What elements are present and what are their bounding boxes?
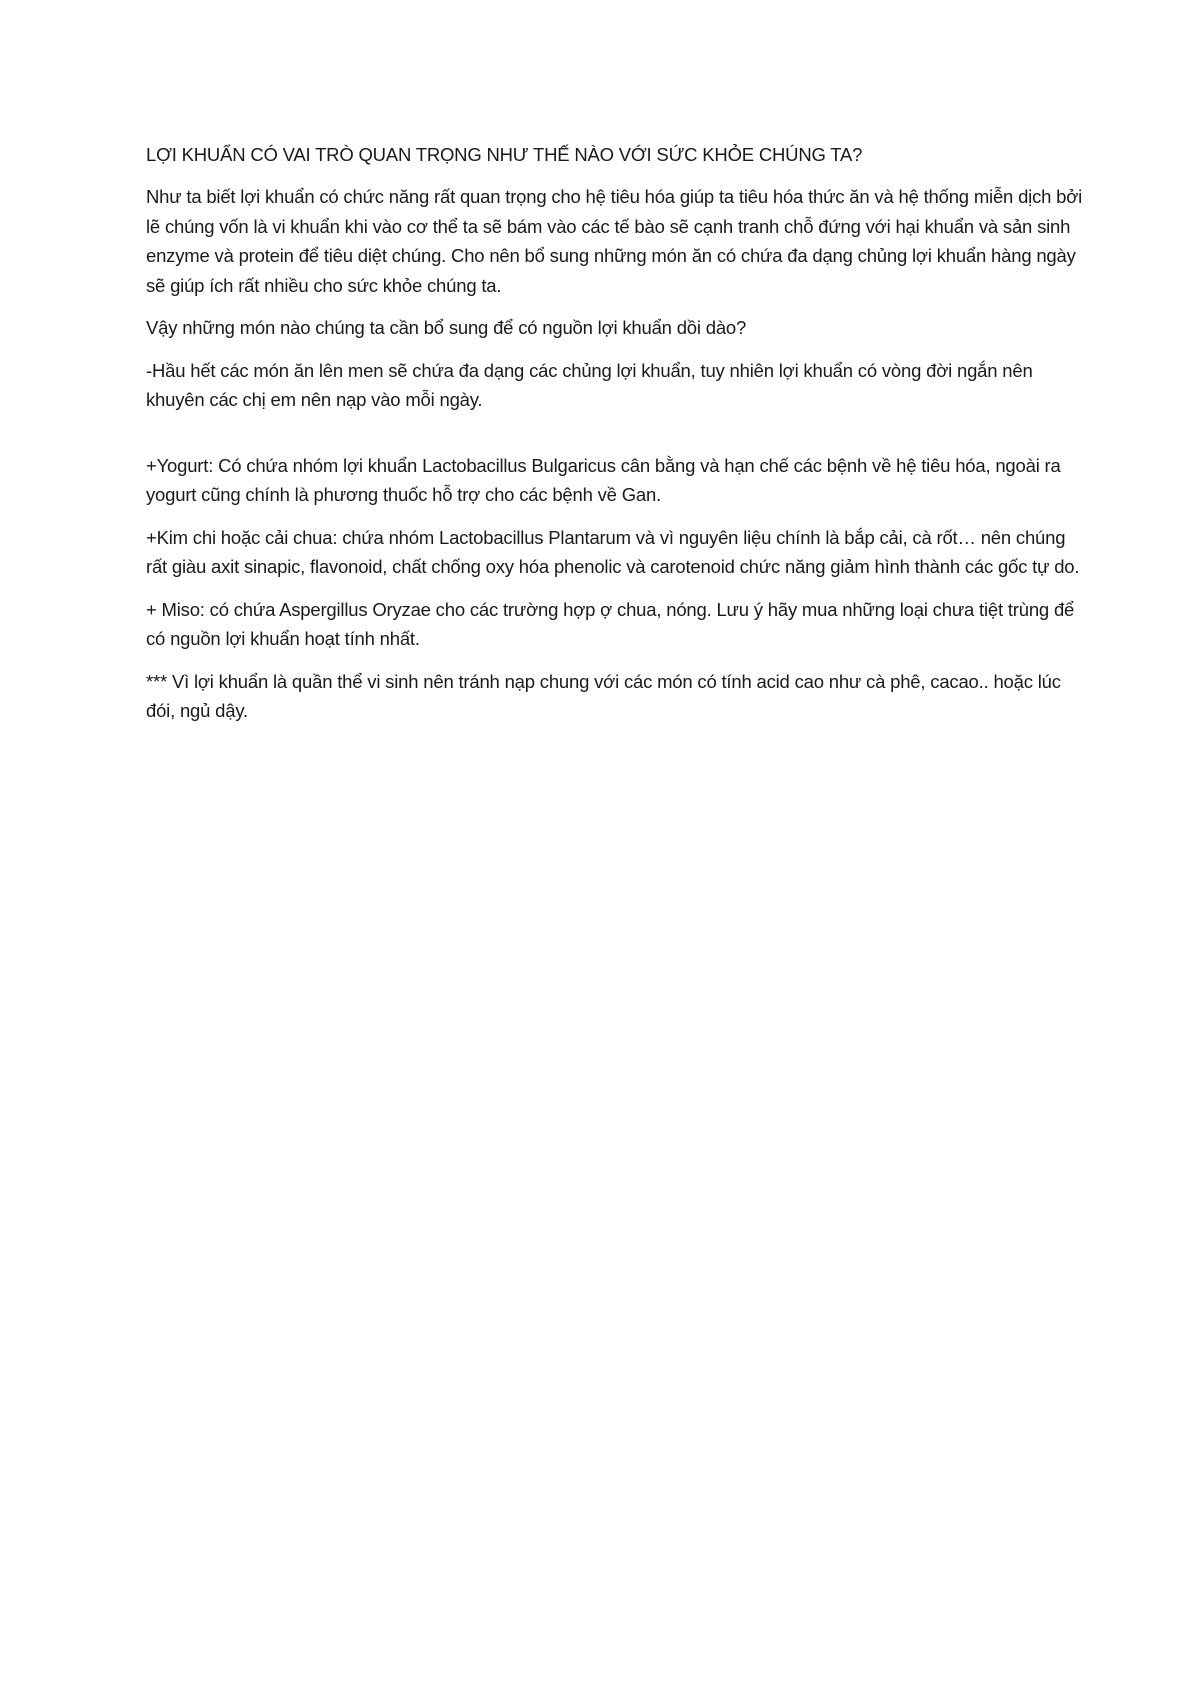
document-body <box>146 140 1086 739</box>
question-paragraph: Vậy những món nào chúng ta cần bổ sung để có nguồn lợi khuẩn dồi dào? <box>146 317 747 338</box>
document-title: LỢI KHUẨN CÓ VAI TRÒ QUAN TRỌNG NHƯ THẾ NÀO VỚI SỨC KHỎE CHÚNG TA? <box>146 144 863 165</box>
kimchi-paragraph: +Kim chi hoặc cải chua: chứa nhóm Lactobacillus Plantarum và vì nguyên liệu chính là bắp cải, cà rốt… nên chúng rất giàu axit sinapic, flavonoid, chất chống oxy hóa phenolic và carotenoid chức năng giảm hình thành các gốc tự do. <box>146 526 1080 577</box>
fermented-foods-paragraph: -Hầu hết các món ăn lên men sẽ chứa đa dạng các chủng lợi khuẩn, tuy nhiên lợi khuẩn có vòng đời ngắn nên khuyên các chị em nên nạp vào mỗi ngày. <box>146 359 1033 410</box>
intro-paragraph: Như ta biết lợi khuẩn có chức năng rất quan trọng cho hệ tiêu hóa giúp ta tiêu hóa thức ăn và hệ thống miễn dịch bởi lẽ chúng vốn là vi khuẩn khi vào cơ thể ta sẽ bám vào các tế bào sẽ cạnh tranh chỗ đứng với hại khuẩn và sản sinh enzyme và protein để tiêu diệt chúng. Cho nên bổ sung những món ăn có chứa đa dạng chủng lợi khuẩn hàng ngày sẽ giúp ích rất nhiều cho sức khỏe chúng ta. <box>146 186 1083 296</box>
yogurt-paragraph: +Yogurt: Có chứa nhóm lợi khuẩn Lactobacillus Bulgaricus cân bằng và hạn chế các bệnh về hệ tiêu hóa, ngoài ra yogurt cũng chính là phương thuốc hỗ trợ cho các bệnh về Gan. <box>146 454 1061 505</box>
note-paragraph: *** Vì lợi khuẩn là quần thể vi sinh nên tránh nạp chung với các món có tính acid cao như cà phê, cacao.. hoặc lúc đói, ngủ dậy. <box>146 670 1061 721</box>
miso-paragraph: + Miso: có chứa Aspergillus Oryzae cho các trường hợp ợ chua, nóng. Lưu ý hãy mua những loại chưa tiệt trùng để có nguồn lợi khuẩn hoạt tính nhất. <box>146 598 1075 649</box>
